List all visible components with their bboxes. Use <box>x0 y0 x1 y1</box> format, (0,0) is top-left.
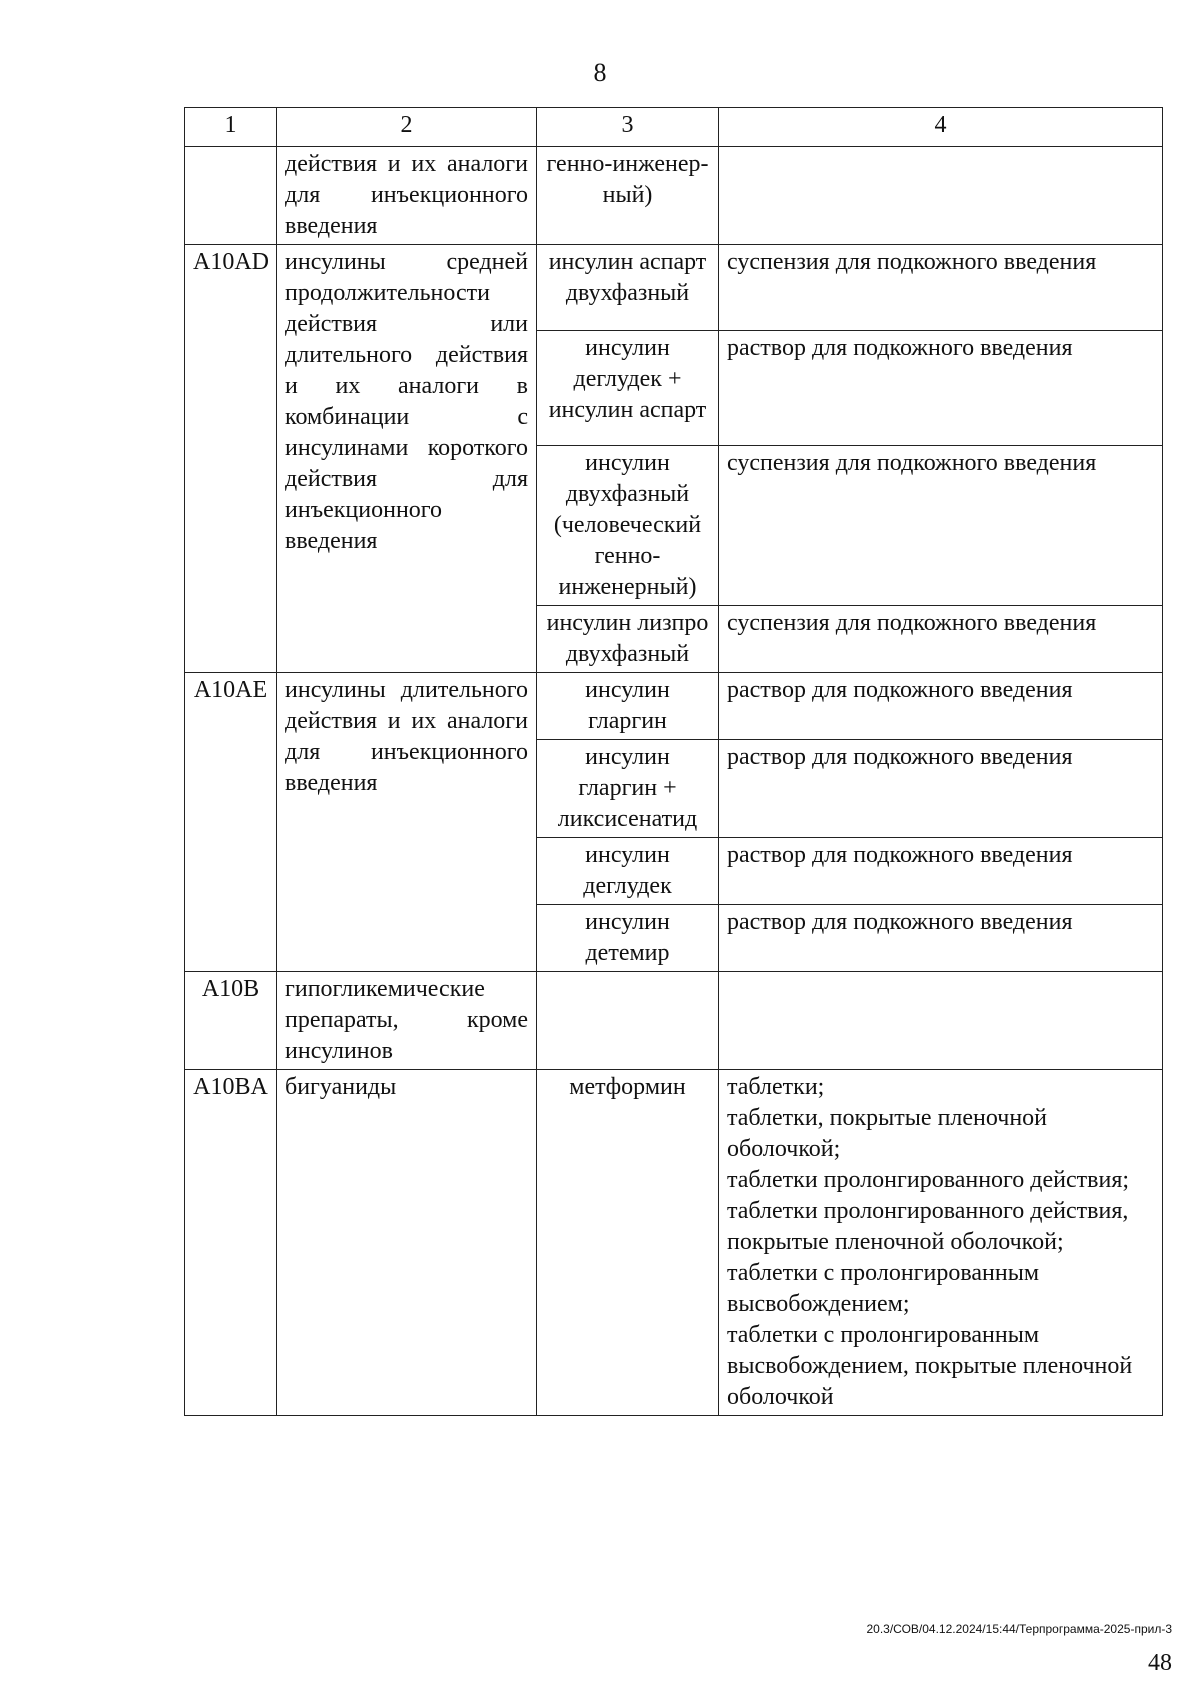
atc-code: A10BA <box>185 1070 277 1416</box>
header-cell-3: 3 <box>537 108 719 147</box>
drug-name: генно-инженер-ный) <box>537 147 719 245</box>
dosage-form <box>719 147 1163 245</box>
table-row <box>185 673 1163 740</box>
atc-code: A10AD <box>185 245 277 673</box>
atc-code <box>185 147 277 245</box>
dosage-form: суспензия для подкожного введения <box>719 245 1163 331</box>
page-number: 8 <box>593 58 607 87</box>
sheet-number: 48 <box>1148 1650 1172 1676</box>
dosage-form-line: таблетки пролонгированного действия; <box>727 1167 1130 1193</box>
header-cell-4: 4 <box>719 108 1163 147</box>
drug-name: инсулин деглудек <box>537 838 719 905</box>
dosage-form-line: таблетки с пролонгированным высвобождением; <box>727 1260 1040 1317</box>
dosage-form: раствор для подкожного введения <box>719 331 1163 446</box>
atc-code: A10AE <box>185 673 277 972</box>
group-name: инсулины средней продолжительности действия или длительного действия и их аналоги в комбинации с инсулинами короткого действия для инъекционного введения <box>277 245 537 673</box>
dosage-form-list <box>719 1070 1163 1416</box>
dosage-form-line: таблетки, покрытые пленочной оболочкой; <box>727 1105 1048 1162</box>
table-row <box>185 1070 1163 1416</box>
dosage-form: суспензия для подкожного введения <box>719 446 1163 606</box>
group-name: гипогликемические препараты, кроме инсулинов <box>277 972 537 1070</box>
continuation-row <box>185 147 1163 245</box>
dosage-form: раствор для подкожного введения <box>719 838 1163 905</box>
dosage-form <box>719 972 1163 1070</box>
drug-name: метформин <box>537 1070 719 1416</box>
drug-name: инсулин аспарт двухфазный <box>537 245 719 331</box>
dosage-form: раствор для подкожного введения <box>719 740 1163 838</box>
drug-table <box>184 107 1163 1416</box>
drug-name: инсулин деглудек + инсулин аспарт <box>537 331 719 446</box>
group-name: инсулины длительного действия и их аналоги для инъекционного введения <box>277 673 537 972</box>
drug-name: инсулин лизпро двухфазный <box>537 606 719 673</box>
group-name: бигуаниды <box>277 1070 537 1416</box>
header-cell-1: 1 <box>185 108 277 147</box>
dosage-form: раствор для подкожного введения <box>719 673 1163 740</box>
dosage-form-line: таблетки пролонгированного действия, покрытые пленочной оболочкой; <box>727 1198 1129 1255</box>
atc-code: A10B <box>185 972 277 1070</box>
drug-name: инсулин гларгин + ликсисенатид <box>537 740 719 838</box>
dosage-form-line: таблетки; <box>727 1074 825 1100</box>
dosage-form: раствор для подкожного введения <box>719 905 1163 972</box>
drug-name: инсулин гларгин <box>537 673 719 740</box>
header-cell-2: 2 <box>277 108 537 147</box>
document-stamp: 20.3/СОВ/04.12.2024/15:44/Терпрограмма-2025-прил-3 <box>866 1622 1172 1636</box>
dosage-form-line: таблетки с пролонгированным высвобождением, покрытые пленочной оболочкой <box>727 1322 1133 1410</box>
drug-name <box>537 972 719 1070</box>
dosage-form: суспензия для подкожного введения <box>719 606 1163 673</box>
group-name: действия и их аналоги для инъекционного введения <box>277 147 537 245</box>
table-row <box>185 245 1163 331</box>
drug-name: инсулин двухфазный (человеческий генно-инженерный) <box>537 446 719 606</box>
table-row <box>185 972 1163 1070</box>
drug-name: инсулин детемир <box>537 905 719 972</box>
header-row <box>185 108 1163 147</box>
